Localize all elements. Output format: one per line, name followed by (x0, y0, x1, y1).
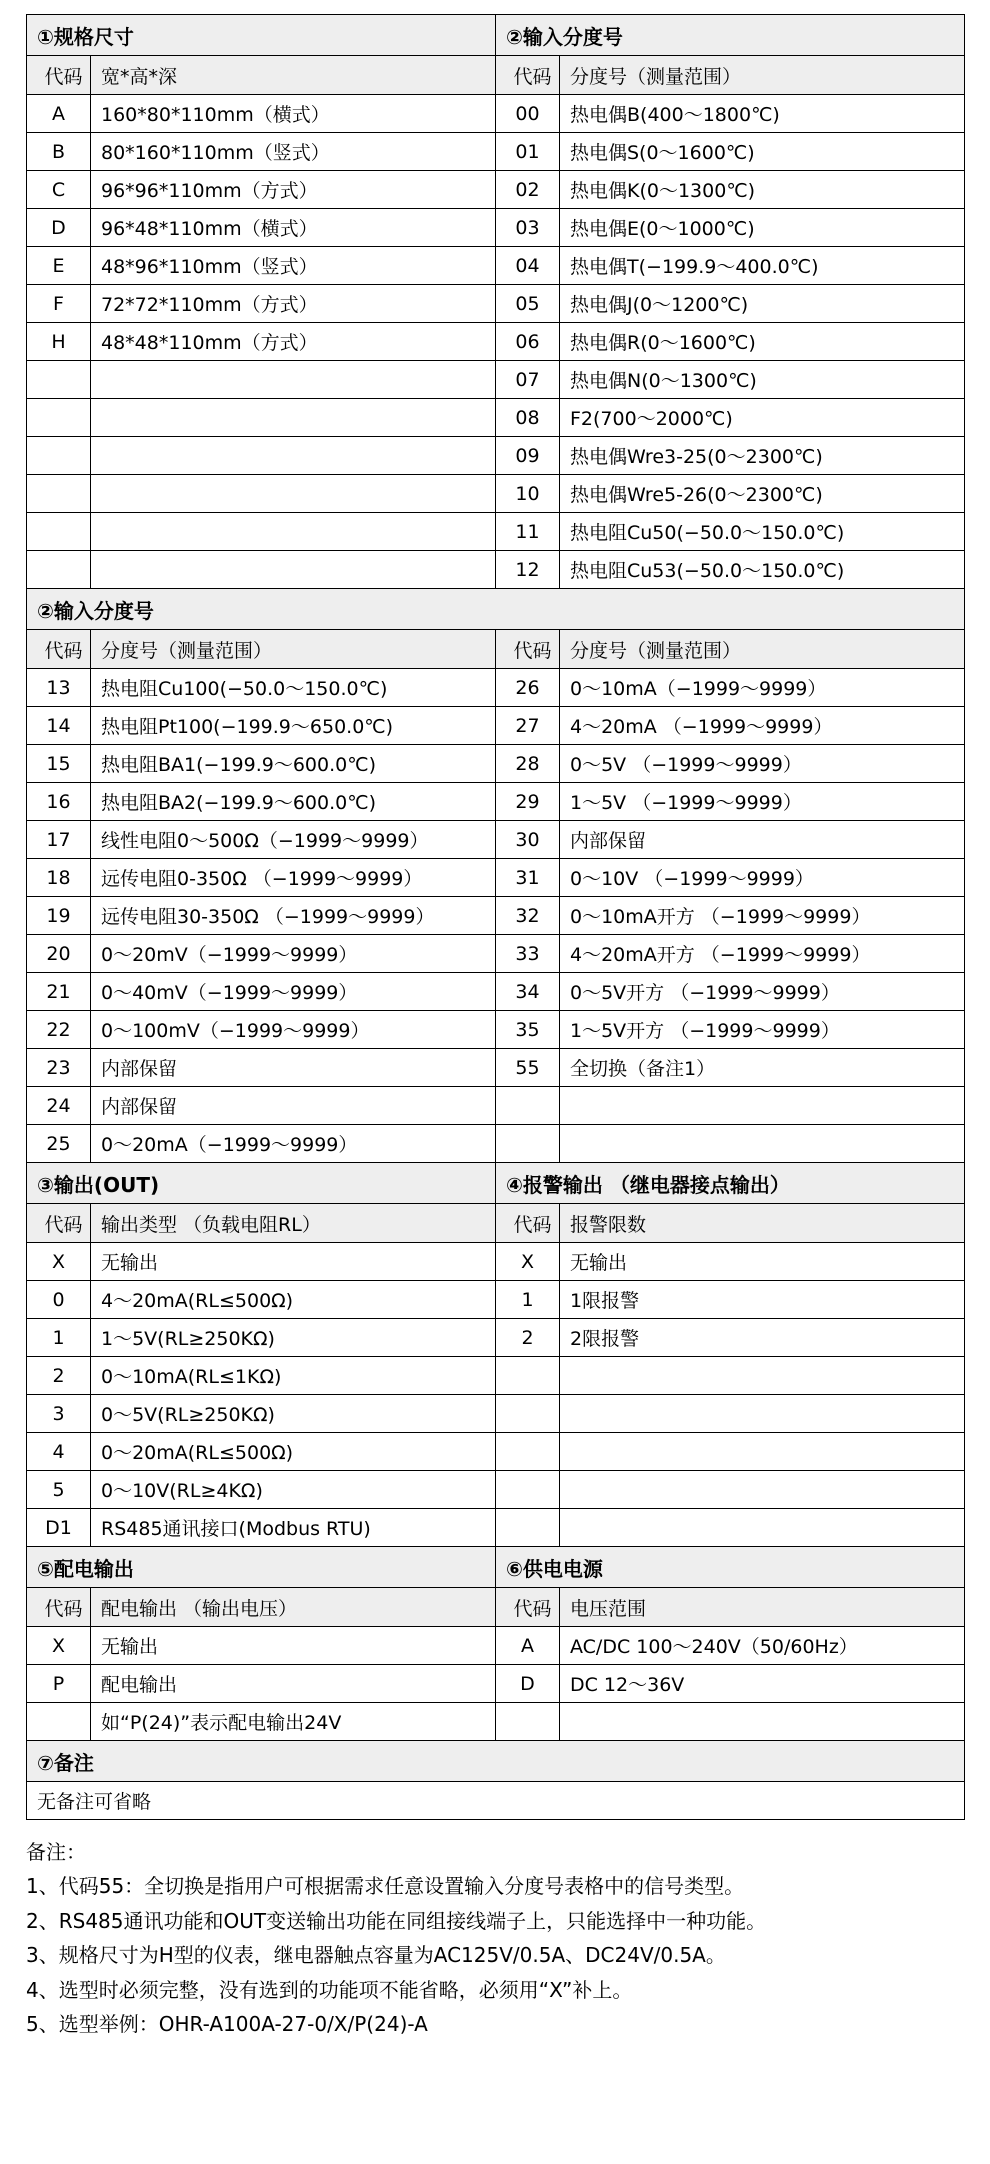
out-desc: 0～5V(RL≥250KΩ) (91, 1395, 496, 1433)
table-row (27, 1782, 965, 1820)
out-code: 4 (27, 1433, 91, 1471)
grade-code: 22 (27, 1011, 91, 1049)
alarm-desc-empty (560, 1395, 965, 1433)
size-desc-empty (91, 399, 496, 437)
column-header-row (27, 1588, 965, 1627)
grade-desc: 热电偶T(−199.9～400.0℃) (560, 247, 965, 285)
table-row (27, 285, 965, 323)
section-title-supply: ⑥供电电源 (496, 1547, 965, 1588)
size-code: E (27, 247, 91, 285)
grade-code: 26 (496, 669, 560, 707)
grade-desc: 0～10mA开方 （−1999～9999） (560, 897, 965, 935)
power-out-code: P (27, 1665, 91, 1703)
table-row (27, 897, 965, 935)
size-desc: 72*72*110mm（方式） (91, 285, 496, 323)
size-desc-empty (91, 513, 496, 551)
size-code-empty (27, 551, 91, 589)
table-row (27, 821, 965, 859)
grade-desc: 热电偶J(0～1200℃) (560, 285, 965, 323)
out-desc: 0～10V(RL≥4KΩ) (91, 1471, 496, 1509)
power-out-desc: 配电输出 (91, 1665, 496, 1703)
table-row (27, 1627, 965, 1665)
grade-desc: 0～5V开方 （−1999～9999） (560, 973, 965, 1011)
grade-desc: 热电阻Cu100(−50.0～150.0℃) (91, 669, 496, 707)
grade-code: 24 (27, 1087, 91, 1125)
grade-desc: 热电偶Wre3-25(0～2300℃) (560, 437, 965, 475)
grade-code: 23 (27, 1049, 91, 1087)
table-row (27, 1433, 965, 1471)
table-row (27, 1509, 965, 1547)
grade-code: 15 (27, 745, 91, 783)
grade-code: 12 (496, 551, 560, 589)
remark-value: 无备注可省略 (27, 1782, 965, 1820)
power-out-note: 如“P(24)”表示配电输出24V (91, 1703, 496, 1741)
grade-desc: 热电偶S(0～1600℃) (560, 133, 965, 171)
section-header-row (27, 1163, 965, 1204)
alarm-code: 2 (496, 1319, 560, 1357)
table-row (27, 1703, 965, 1741)
grade-code: 21 (27, 973, 91, 1011)
alarm-code-empty (496, 1433, 560, 1471)
grade-code: 09 (496, 437, 560, 475)
size-code: D (27, 209, 91, 247)
out-code: 1 (27, 1319, 91, 1357)
note-item-4: 4、选型时必须完整，没有选到的功能项不能省略，必须用“X”补上。 (26, 1977, 633, 2002)
supply-code: D (496, 1665, 560, 1703)
size-desc: 96*96*110mm（方式） (91, 171, 496, 209)
grade-desc: 热电阻Cu50(−50.0～150.0℃) (560, 513, 965, 551)
section-title-alarm: ④报警输出 （继电器接点输出） (496, 1163, 965, 1204)
grade-code: 04 (496, 247, 560, 285)
col-header-code-right: 代码 (496, 1204, 560, 1243)
grade-desc: 1～5V开方 （−1999～9999） (560, 1011, 965, 1049)
section-title-grade: ②输入分度号 (496, 15, 965, 56)
table-row (27, 1319, 965, 1357)
alarm-code-empty (496, 1357, 560, 1395)
table-row (27, 475, 965, 513)
grade-desc: 热电偶Wre5-26(0～2300℃) (560, 475, 965, 513)
grade-desc: 内部保留 (91, 1087, 496, 1125)
grade-code: 03 (496, 209, 560, 247)
table-row (27, 1049, 965, 1087)
grade-code: 10 (496, 475, 560, 513)
size-desc: 96*48*110mm（横式） (91, 209, 496, 247)
grade-desc: 线性电阻0～500Ω（−1999～9999） (91, 821, 496, 859)
note-item-1: 1、代码55：全切换是指用户可根据需求任意设置输入分度号表格中的信号类型。 (26, 1874, 745, 1899)
grade-desc: 内部保留 (91, 1049, 496, 1087)
grade-code: 32 (496, 897, 560, 935)
grade-code: 13 (27, 669, 91, 707)
col-header-code-left: 代码 (27, 1204, 91, 1243)
grade-desc-empty (560, 1125, 965, 1163)
section-title-output: ③输出(OUT) (27, 1163, 496, 1204)
table-row (27, 209, 965, 247)
alarm-desc-empty (560, 1471, 965, 1509)
section-title-size: ①规格尺寸 (27, 15, 496, 56)
out-desc: 0～10mA(RL≤1KΩ) (91, 1357, 496, 1395)
size-code-empty (27, 399, 91, 437)
alarm-desc: 2限报警 (560, 1319, 965, 1357)
table-row (27, 935, 965, 973)
alarm-desc: 无输出 (560, 1243, 965, 1281)
power-out-code: X (27, 1627, 91, 1665)
grade-desc: 0～10mA（−1999～9999） (560, 669, 965, 707)
grade-desc: 热电偶K(0～1300℃) (560, 171, 965, 209)
table-row (27, 707, 965, 745)
size-code-empty (27, 361, 91, 399)
supply-code-empty (496, 1703, 560, 1741)
grade-desc: 远传电阻0-350Ω （−1999～9999） (91, 859, 496, 897)
grade-desc: 热电阻BA2(−199.9～600.0℃) (91, 783, 496, 821)
out-desc: 无输出 (91, 1243, 496, 1281)
alarm-code-empty (496, 1509, 560, 1547)
out-desc: 1～5V(RL≥250KΩ) (91, 1319, 496, 1357)
section-header-row (27, 15, 965, 56)
col-header-code-right: 代码 (496, 1588, 560, 1627)
table-row (27, 171, 965, 209)
size-desc-empty (91, 551, 496, 589)
supply-code: A (496, 1627, 560, 1665)
power-out-desc: 无输出 (91, 1627, 496, 1665)
col-header-code-right: 代码 (496, 630, 560, 669)
table-row (27, 973, 965, 1011)
grade-code-empty (496, 1125, 560, 1163)
section-title-power-out: ⑤配电输出 (27, 1547, 496, 1588)
grade-desc: 热电偶R(0～1600℃) (560, 323, 965, 361)
size-code: A (27, 95, 91, 133)
alarm-code: X (496, 1243, 560, 1281)
grade-desc: 热电偶B(400～1800℃) (560, 95, 965, 133)
grade-code: 55 (496, 1049, 560, 1087)
grade-desc: 热电偶E(0～1000℃) (560, 209, 965, 247)
grade-code: 20 (27, 935, 91, 973)
table-row (27, 361, 965, 399)
table-row (27, 783, 965, 821)
col-header-grade-right: 分度号（测量范围） (560, 630, 965, 669)
table-row (27, 551, 965, 589)
grade-desc: 内部保留 (560, 821, 965, 859)
table-row (27, 1125, 965, 1163)
col-header-power-out: 配电输出 （输出电压） (91, 1588, 496, 1627)
table-row (27, 247, 965, 285)
size-desc-empty (91, 361, 496, 399)
grade-code: 06 (496, 323, 560, 361)
table-row (27, 1665, 965, 1703)
size-code: H (27, 323, 91, 361)
section-header-row (27, 1741, 965, 1782)
size-desc: 80*160*110mm（竖式） (91, 133, 496, 171)
supply-desc: DC 12～36V (560, 1665, 965, 1703)
column-header-row (27, 630, 965, 669)
grade-desc: 4～20mA开方 （−1999～9999） (560, 935, 965, 973)
alarm-desc-empty (560, 1509, 965, 1547)
grade-code-empty (496, 1087, 560, 1125)
alarm-code: 1 (496, 1281, 560, 1319)
table-row (27, 95, 965, 133)
size-desc: 160*80*110mm（横式） (91, 95, 496, 133)
note-item-2: 2、RS485通讯功能和OUT变送输出功能在同组接线端子上，只能选择中一种功能。 (26, 1908, 767, 1933)
out-code: 2 (27, 1357, 91, 1395)
size-code-empty (27, 437, 91, 475)
out-code: 0 (27, 1281, 91, 1319)
grade-desc: 热电阻Cu53(−50.0～150.0℃) (560, 551, 965, 589)
grade-code: 27 (496, 707, 560, 745)
grade-code: 05 (496, 285, 560, 323)
out-desc: 4～20mA(RL≤500Ω) (91, 1281, 496, 1319)
alarm-code-empty (496, 1471, 560, 1509)
column-header-row (27, 56, 965, 95)
grade-code: 02 (496, 171, 560, 209)
grade-code: 19 (27, 897, 91, 935)
alarm-code-empty (496, 1395, 560, 1433)
grade-desc: 0～20mA（−1999～9999） (91, 1125, 496, 1163)
note-item-3: 3、规格尺寸为H型的仪表，继电器触点容量为AC125V/0.5A、DC24V/0.5A。 (26, 1943, 726, 1968)
size-desc-empty (91, 437, 496, 475)
size-code-empty (27, 513, 91, 551)
grade-code: 34 (496, 973, 560, 1011)
grade-code: 30 (496, 821, 560, 859)
grade-desc: 热电偶N(0～1300℃) (560, 361, 965, 399)
section-header-row (27, 589, 965, 630)
size-desc-empty (91, 475, 496, 513)
col-header-code-right: 代码 (496, 56, 560, 95)
grade-code: 01 (496, 133, 560, 171)
grade-code: 18 (27, 859, 91, 897)
size-desc: 48*96*110mm（竖式） (91, 247, 496, 285)
grade-code: 33 (496, 935, 560, 973)
table-row (27, 1281, 965, 1319)
grade-code: 16 (27, 783, 91, 821)
col-header-alarm-limit: 报警限数 (560, 1204, 965, 1243)
grade-code: 00 (496, 95, 560, 133)
note-item-5: 5、选型举例：OHR-A100A-27-0/X/P(24)-A (26, 2011, 428, 2036)
section-header-row (27, 1547, 965, 1588)
alarm-desc-empty (560, 1433, 965, 1471)
table-row (27, 1357, 965, 1395)
grade-desc: 远传电阻30-350Ω （−1999～9999） (91, 897, 496, 935)
grade-desc: 0～5V （−1999～9999） (560, 745, 965, 783)
grade-code: 28 (496, 745, 560, 783)
section-title-remark: ⑦备注 (27, 1741, 965, 1782)
table-row (27, 745, 965, 783)
table-row (27, 669, 965, 707)
out-code: 5 (27, 1471, 91, 1509)
table-row (27, 399, 965, 437)
grade-desc: F2(700～2000℃) (560, 399, 965, 437)
table-row (27, 1087, 965, 1125)
col-header-out-type: 输出类型 （负载电阻RL） (91, 1204, 496, 1243)
col-header-grade: 分度号（测量范围） (560, 56, 965, 95)
grade-desc: 全切换（备注1） (560, 1049, 965, 1087)
supply-desc-empty (560, 1703, 965, 1741)
out-desc: 0～20mA(RL≤500Ω) (91, 1433, 496, 1471)
grade-code: 25 (27, 1125, 91, 1163)
grade-desc-empty (560, 1087, 965, 1125)
out-code: D1 (27, 1509, 91, 1547)
col-header-code-left: 代码 (27, 630, 91, 669)
table-row (27, 323, 965, 361)
grade-desc: 0～20mV（−1999～9999） (91, 935, 496, 973)
grade-desc: 热电阻Pt100(−199.9～650.0℃) (91, 707, 496, 745)
notes-title: 备注： (26, 1840, 86, 1864)
col-header-voltage-range: 电压范围 (560, 1588, 965, 1627)
grade-desc: 0～100mV（−1999～9999） (91, 1011, 496, 1049)
grade-code: 11 (496, 513, 560, 551)
notes-block (26, 1836, 964, 2040)
grade-code: 35 (496, 1011, 560, 1049)
table-size-and-grade-1 (26, 14, 965, 1820)
grade-desc: 0～40mV（−1999～9999） (91, 973, 496, 1011)
size-code: F (27, 285, 91, 323)
column-header-row (27, 1204, 965, 1243)
table-row (27, 1011, 965, 1049)
section-title-grade-2: ②输入分度号 (27, 589, 965, 630)
table-row (27, 133, 965, 171)
alarm-desc-empty (560, 1357, 965, 1395)
supply-desc: AC/DC 100～240V（50/60Hz） (560, 1627, 965, 1665)
grade-code: 08 (496, 399, 560, 437)
grade-code: 14 (27, 707, 91, 745)
col-header-grade-left: 分度号（测量范围） (91, 630, 496, 669)
grade-code: 17 (27, 821, 91, 859)
grade-desc: 4～20mA （−1999～9999） (560, 707, 965, 745)
table-row (27, 1243, 965, 1281)
grade-code: 31 (496, 859, 560, 897)
power-out-code-empty (27, 1703, 91, 1741)
table-row (27, 437, 965, 475)
size-code-empty (27, 475, 91, 513)
size-code: B (27, 133, 91, 171)
size-desc: 48*48*110mm（方式） (91, 323, 496, 361)
table-row (27, 513, 965, 551)
size-code: C (27, 171, 91, 209)
col-header-code-left: 代码 (27, 1588, 91, 1627)
grade-code: 29 (496, 783, 560, 821)
table-row (27, 1395, 965, 1433)
grade-code: 07 (496, 361, 560, 399)
grade-desc: 0～10V （−1999～9999） (560, 859, 965, 897)
table-row (27, 1471, 965, 1509)
col-header-code-left: 代码 (27, 56, 91, 95)
grade-desc: 热电阻BA1(−199.9～600.0℃) (91, 745, 496, 783)
out-code: X (27, 1243, 91, 1281)
table-row (27, 859, 965, 897)
grade-desc: 1～5V （−1999～9999） (560, 783, 965, 821)
alarm-desc: 1限报警 (560, 1281, 965, 1319)
col-header-size: 宽*高*深 (91, 56, 496, 95)
out-code: 3 (27, 1395, 91, 1433)
out-desc: RS485通讯接口(Modbus RTU) (91, 1509, 496, 1547)
